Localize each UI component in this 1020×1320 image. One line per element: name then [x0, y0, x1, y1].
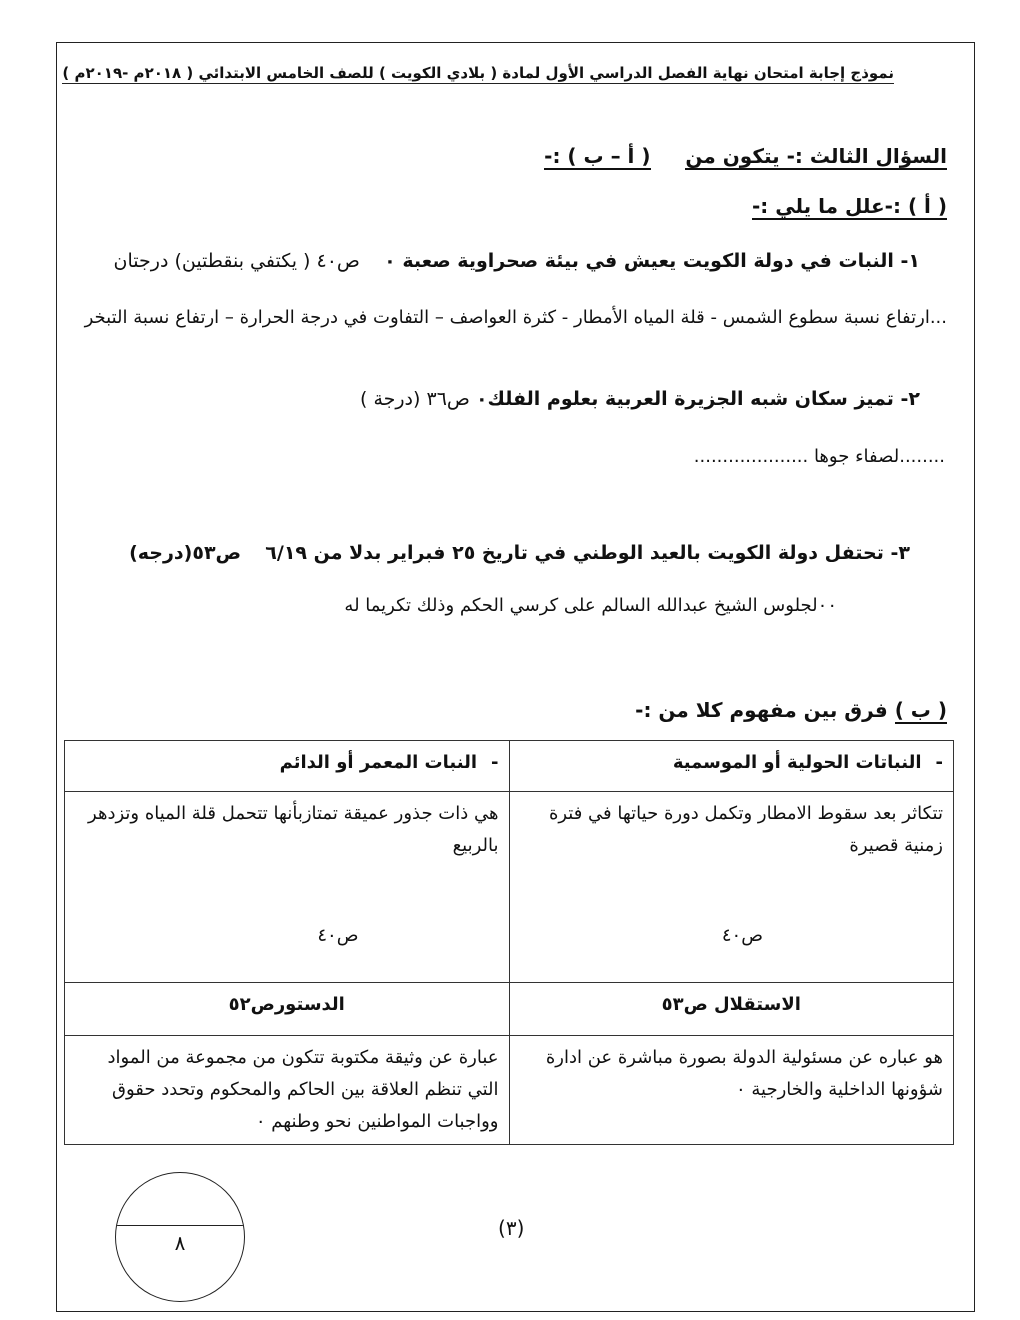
item-3-answer: ٠٠لجلوس الشيخ عبدالله السالم على كرسي الحكم وذلك تكريما له: [344, 595, 837, 616]
part-a-heading: [752, 194, 947, 218]
part-a-item-3: [129, 542, 910, 564]
item-1-ref: ص٤٠ ( يكتفي بنقطتين) درجتان: [113, 250, 360, 272]
part-b-heading-text: فرق بين مفهوم كلا من :-: [635, 698, 895, 722]
table-row: [65, 741, 954, 792]
table-cell: [65, 792, 510, 983]
table-header-cell: [509, 983, 954, 1036]
comparison-table: [64, 740, 954, 1145]
annual-plants-page-ref: ص٤٠: [721, 925, 763, 946]
item-1-answer: ...ارتفاع نسبة سطوع الشمس - قلة المياه الأمطار - كثرة العواصف – التفاوت في درجة الحرارة – ارتفاع نسبة التبخر: [84, 307, 947, 328]
score-circle: [115, 1172, 245, 1302]
table-row: [65, 1036, 954, 1145]
item-2-answer: ........لصفاء جوها ....................: [693, 446, 945, 467]
item-1-text: ١- النبات في دولة الكويت يعيش في بيئة صحراوية صعبة ٠: [384, 250, 920, 272]
score-value: ٨: [174, 1231, 186, 1255]
score-divider: [116, 1225, 244, 1226]
table-cell: [65, 1036, 510, 1145]
header-perennial-plants: النبات المعمر أو الدائم: [279, 752, 478, 773]
table-header-cell: [65, 983, 510, 1036]
table-row: [65, 983, 954, 1036]
table-row: [65, 792, 954, 983]
part-a-heading-text: :-علل ما يلي :-: [752, 194, 908, 218]
part-a-label: ( أ ): [907, 194, 947, 218]
question-title-parts: ( أ – ب ) :-: [544, 144, 651, 168]
part-b-heading: [635, 698, 947, 722]
item-2-text: ٢- تميز سكان شبه الجزيرة العربية بعلوم الفلك٠: [475, 388, 920, 410]
table-cell: [509, 792, 954, 983]
independence-definition: هو عباره عن مسئولية الدولة بصورة مباشرة عن ادارة شؤونها الداخلية والخارجية ٠: [545, 1047, 943, 1100]
perennial-plants-page-ref: ص٤٠: [317, 925, 359, 946]
part-a-item-2: [360, 388, 920, 410]
table-header-cell: -النبات المعمر أو الدائم: [65, 741, 510, 792]
part-a-item-1: [114, 250, 920, 272]
question-title: [544, 144, 947, 168]
part-b-label: ( ب ): [894, 698, 947, 722]
item-3-ref: ص٥٣(درجه): [129, 542, 242, 564]
annual-plants-definition: تتكاثر بعد سقوط الامطار وتكمل دورة حياتها في فترة زمنية قصيرة: [548, 803, 943, 856]
perennial-plants-definition: هي ذات جذور عميقة تمتازبأنها تتحمل قلة المياه وتزدهر بالربيع: [88, 803, 499, 856]
table-cell: [509, 1036, 954, 1145]
table-header-cell: -النباتات الحولية أو الموسمية: [509, 741, 954, 792]
exam-header-title: نموذج إجابة امتحان نهاية الفصل الدراسي الأول لمادة ( بلادي الكويت ) للصف الخامس الابتدائي ( ٢٠١٨م -٢٠١٩م ): [62, 64, 894, 82]
item-2-ref: ص٣٦ (درجة ): [360, 388, 470, 410]
header-constitution: الدستورص٥٢: [228, 994, 345, 1015]
question-title-prefix: السؤال الثالث :- يتكون من: [685, 144, 947, 168]
page-number: (٣): [498, 1216, 525, 1240]
item-3-text: ٣- تحتفل دولة الكويت بالعيد الوطني في تاريخ ٢٥ فبراير بدلا من ٦/١٩: [265, 542, 910, 564]
header-annual-plants: النباتات الحولية أو الموسمية: [672, 752, 922, 773]
constitution-definition: عبارة عن وثيقة مكتوبة تتكون من مجموعة من المواد التي تنظم العلاقة بين الحاكم والمحكوم وتحدد حقوق وواجبات المواطنين نحو وطنهم ٠: [107, 1047, 499, 1132]
header-independence: الاستقلال ص٥٣: [661, 994, 801, 1015]
